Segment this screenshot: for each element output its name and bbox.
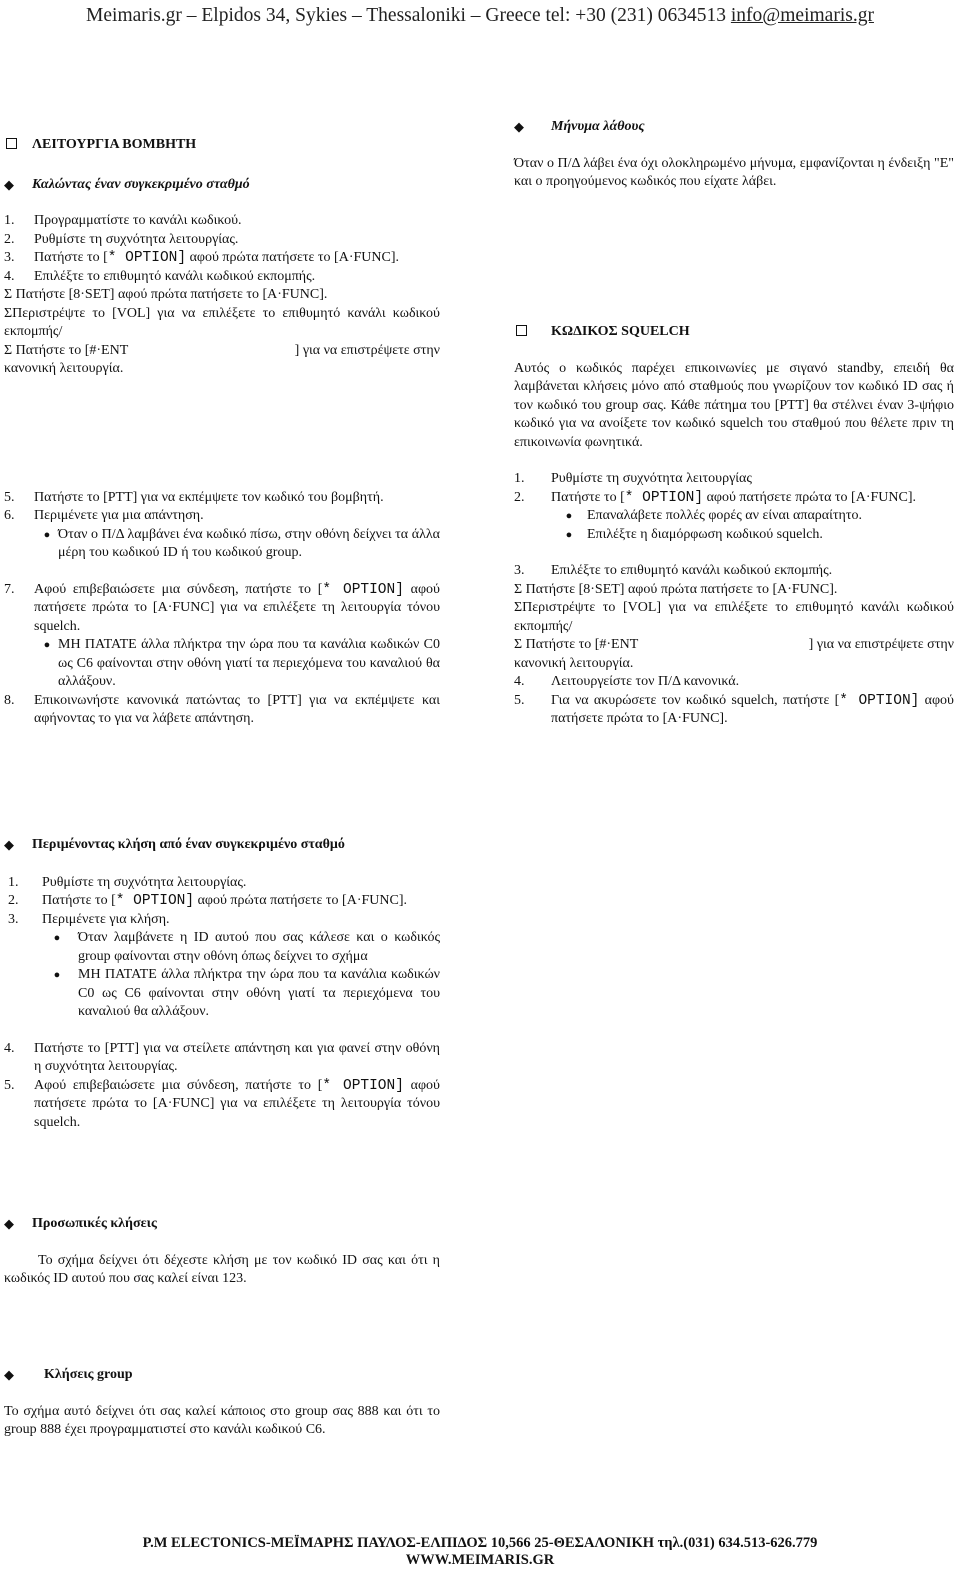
paragraph: Αυτός ο κωδικός παρέχει επικοινωνίες με σιγανό standby, επειδή θα λαμβάνεται κλήσεις μόνο από σταθμούς που γνωρίζουν τον κωδικό ID σας ή τον κωδικό του group σας. Κάθε πάτημα του [PTT] θα στέλνει έναν 3-ψήφιο κωδικό για να ανοίξετε τον κωδικό squelch του σταθμού που θέλετε πριν τη επικοινωνία φωνητικά. <box>514 360 954 450</box>
paragraph: Όταν ο Π/Δ λάβει ένα όχι ολοκληρωμένο μήνυμα, εμφανίζονται η ένδειξη "E" και ο προηγούμενος κωδικός που είχατε λάβει. <box>514 155 954 189</box>
checkbox-bullet-icon <box>4 136 32 155</box>
bullet-item: ● Επιλέξτε η διαμόρφωση κωδικού squelch. <box>514 526 954 545</box>
bullet-item: ● Όταν λαμβάνετε η ID αυτού που σας κάλεσε και ο κωδικός group φαίνονται στην οθόνη όπως δείχνει το σχήμα <box>4 929 440 966</box>
header-email-link[interactable]: info@meimaris.gr <box>730 5 874 26</box>
diamond-bullet-icon: ◆ <box>4 1367 14 1382</box>
list-item: 6. Περιμένετε για μια απάντηση. <box>4 508 204 523</box>
diamond-bullet-icon: ◆ <box>514 119 524 134</box>
list-item: 5. Για να ακυρώσετε τον κωδικό squelch, πατήστε [* OPTION] αφού πατήσετε πρώτα το [A·FUNC]. <box>514 692 954 726</box>
paragraph: Το σχήμα δείχνει ότι δέχεστε κλήση με τον κωδικό ID σας και ότι η κωδικός ID αυτού που σας καλεί είναι 123. <box>4 1252 440 1286</box>
subsection-title: ◆ Κλήσεις group <box>4 1366 440 1385</box>
instruction-line: κανονική λειτουργία. <box>514 655 634 671</box>
subsection-title: ◆ Καλώντας έναν συγκεκριμένο σταθμό <box>4 176 440 195</box>
list-item: 4. Επιλέξτε το επιθυμητό κανάλι κωδικού εκπομπής. <box>4 268 316 284</box>
dot-bullet-icon: ● <box>565 510 573 522</box>
section-title: ΚΩΔΙΚΟΣ SQUELCH <box>514 323 954 342</box>
list-item: 8. Επικοινωνήστε κανονικά πατώντας το [PTT] για να εκπέμψετε και αφήνοντας το για να λάβετε απάντηση. <box>4 692 440 726</box>
section-personal-calls <box>4 1215 440 1289</box>
bullet-item: ● Επαναλάβετε πολλές φορές αν είναι απαραίτητο. <box>514 507 954 526</box>
instruction-line: Σ Πατήστε [8·SET] αφού πρώτα πατήσετε το [A·FUNC]. <box>4 287 328 302</box>
instruction-line: Σ Πατήστε το [#·ENT ] για να επιστρέψετε στην <box>4 342 440 358</box>
header-contact: Meimaris.gr – Elpidos 34, Sykies – Thessaloniki – Greece tel: +30 (231) 0634513 <box>86 5 727 26</box>
section-group-calls <box>4 1366 440 1440</box>
list-item: 1. Ρυθμίστε τη συχνότητα λειτουργίας <box>514 471 752 486</box>
list-item: 3. Πατήστε το [* OPTION] αφού πρώτα πατήσετε το [A·FUNC]. <box>4 250 399 266</box>
dot-bullet-icon: ● <box>53 969 61 981</box>
instruction-line: Σ Πατήστε το [#·ENT ] για να επιστρέψετε στην <box>514 637 954 652</box>
bullet-item: ● ΜΗ ΠΑΤΑΤΕ άλλα πλήκτρα την ώρα που τα κανάλια κωδικών C0 ως C6 φαίνονται στην οθόνη γιατί τα περιεχόμενα του καναλιού θα αλλάξουν. <box>4 966 440 1022</box>
list-item: 4. Πατήστε το [PTT] για να στείλετε απάντηση και για φανεί στην οθόνη η συχνότητα λειτουργίας. <box>4 1040 440 1074</box>
list-item: 3. Επιλέξτε το επιθυμητό κανάλι κωδικού εκπομπής. <box>514 563 833 578</box>
page-header <box>0 4 960 28</box>
dot-bullet-icon: ● <box>53 932 61 944</box>
list-item: 3. Περιμένετε για κλήση. <box>8 911 170 927</box>
subsection-title: ◆ Περιμένοντας κλήση από έναν συγκεκριμένο σταθμό <box>4 836 440 855</box>
diamond-bullet-icon: ◆ <box>4 1216 14 1231</box>
subsection-title: ◆ Προσωπικές κλήσεις <box>4 1215 440 1234</box>
instruction-line: ΣΠεριστρέψτε το [VOL] για να επιλέξετε το επιθυμητό κανάλι κωδικού εκπομπής/ <box>4 305 440 339</box>
list-item: 2. Πατήστε το [* OPTION] αφού πρώτα πατήσετε το [A·FUNC]. <box>8 893 407 909</box>
dot-bullet-icon: ● <box>43 528 51 541</box>
list-item: 5. Αφού επιβεβαιώσετε μια σύνδεση, πατήστε το [* OPTION] αφού πατήσετε πρώτα το [A·FUNC] για να επιλέξετε τη λειτουργία τόνου squelch. <box>4 1077 440 1130</box>
dot-bullet-icon: ● <box>43 639 51 651</box>
instruction-line: ΣΠεριστρέψτε το [VOL] για να επιλέξετε το επιθυμητό κανάλι κωδικού εκπομπής/ <box>514 600 954 634</box>
checkbox-bullet-icon <box>514 323 551 342</box>
instruction-line: κανονική λειτουργία. <box>4 361 124 376</box>
subsection-title: ◆ Μήνυμα λάθους <box>514 118 954 137</box>
instruction-line: Σ Πατήστε [8·SET] αφού πρώτα πατήσετε το [A·FUNC]. <box>514 581 838 597</box>
list-item: 2. Πατήστε το [* OPTION] αφού πατήσετε πρώτα το [A·FUNC]. <box>514 489 916 506</box>
section-title: ΛΕΙΤΟΥΡΓΙΑ ΒΟΜΒΗΤΗ <box>4 136 440 155</box>
diamond-bullet-icon: ◆ <box>4 176 14 192</box>
list-item: 1. Ρυθμίστε τη συχνότητα λειτουργίας. <box>8 874 247 890</box>
paragraph: Το σχήμα αυτό δείχνει ότι σας καλεί κάποιος στο group σας 888 και ότι το group 888 έχει προγραμματιστεί στο κανάλι κωδικού C6. <box>4 1403 440 1437</box>
bullet-item: ● Όταν ο Π/Δ λαμβάνει ένα κωδικό πίσω, στην οθόνη δείχνει τα άλλα μέρη του κωδικού ID ή του κωδικού group. <box>4 526 440 563</box>
list-item: 5. Πατήστε το [PTT] για να εκπέμψετε τον κωδικό του βομβητή. <box>4 489 384 505</box>
dot-bullet-icon: ● <box>565 528 573 541</box>
section-error-message <box>514 118 954 192</box>
section-bomb <box>4 136 440 729</box>
list-item: 4. Λειτουργείστε τον Π/Δ κανονικά. <box>514 674 740 689</box>
diamond-bullet-icon: ◆ <box>4 837 14 852</box>
list-item: 2. Ρυθμίστε τη συχνότητα λειτουργίας. <box>4 231 239 247</box>
page-footer <box>0 1535 960 1569</box>
footer-website: WWW.MEIMARIS.GR <box>405 1552 555 1568</box>
list-item: 1. Προγραμματίστε το κανάλι κωδικού. <box>4 213 242 228</box>
footer-company-line: P.M ELECTONICS-ΜΕΪΜΑΡΗΣ ΠΑΥΛΟΣ-ΕΛΠΙΔΟΣ 10,566 25-ΘΕΣΑΛΟΝΙΚΗ τηλ.(031) 634.513-626.779 <box>142 1535 818 1551</box>
section-squelch-code <box>514 323 954 729</box>
list-item: 7. Αφού επιβεβαιώσετε μια σύνδεση, πατήστε το [* OPTION] αφού πατήσετε πρώτα το [A·FUNC] για να επιλέξετε τη λειτουργία τόνου squelch. <box>4 581 440 634</box>
bullet-item: ● ΜΗ ΠΑΤΑΤΕ άλλα πλήκτρα την ώρα που τα κανάλια κωδικών C0 ως C6 φαίνονται στην οθόνη γιατί τα περιεχόμενα του καναλιού θα αλλάξουν. <box>4 636 440 692</box>
section-waiting-call <box>4 836 440 1132</box>
